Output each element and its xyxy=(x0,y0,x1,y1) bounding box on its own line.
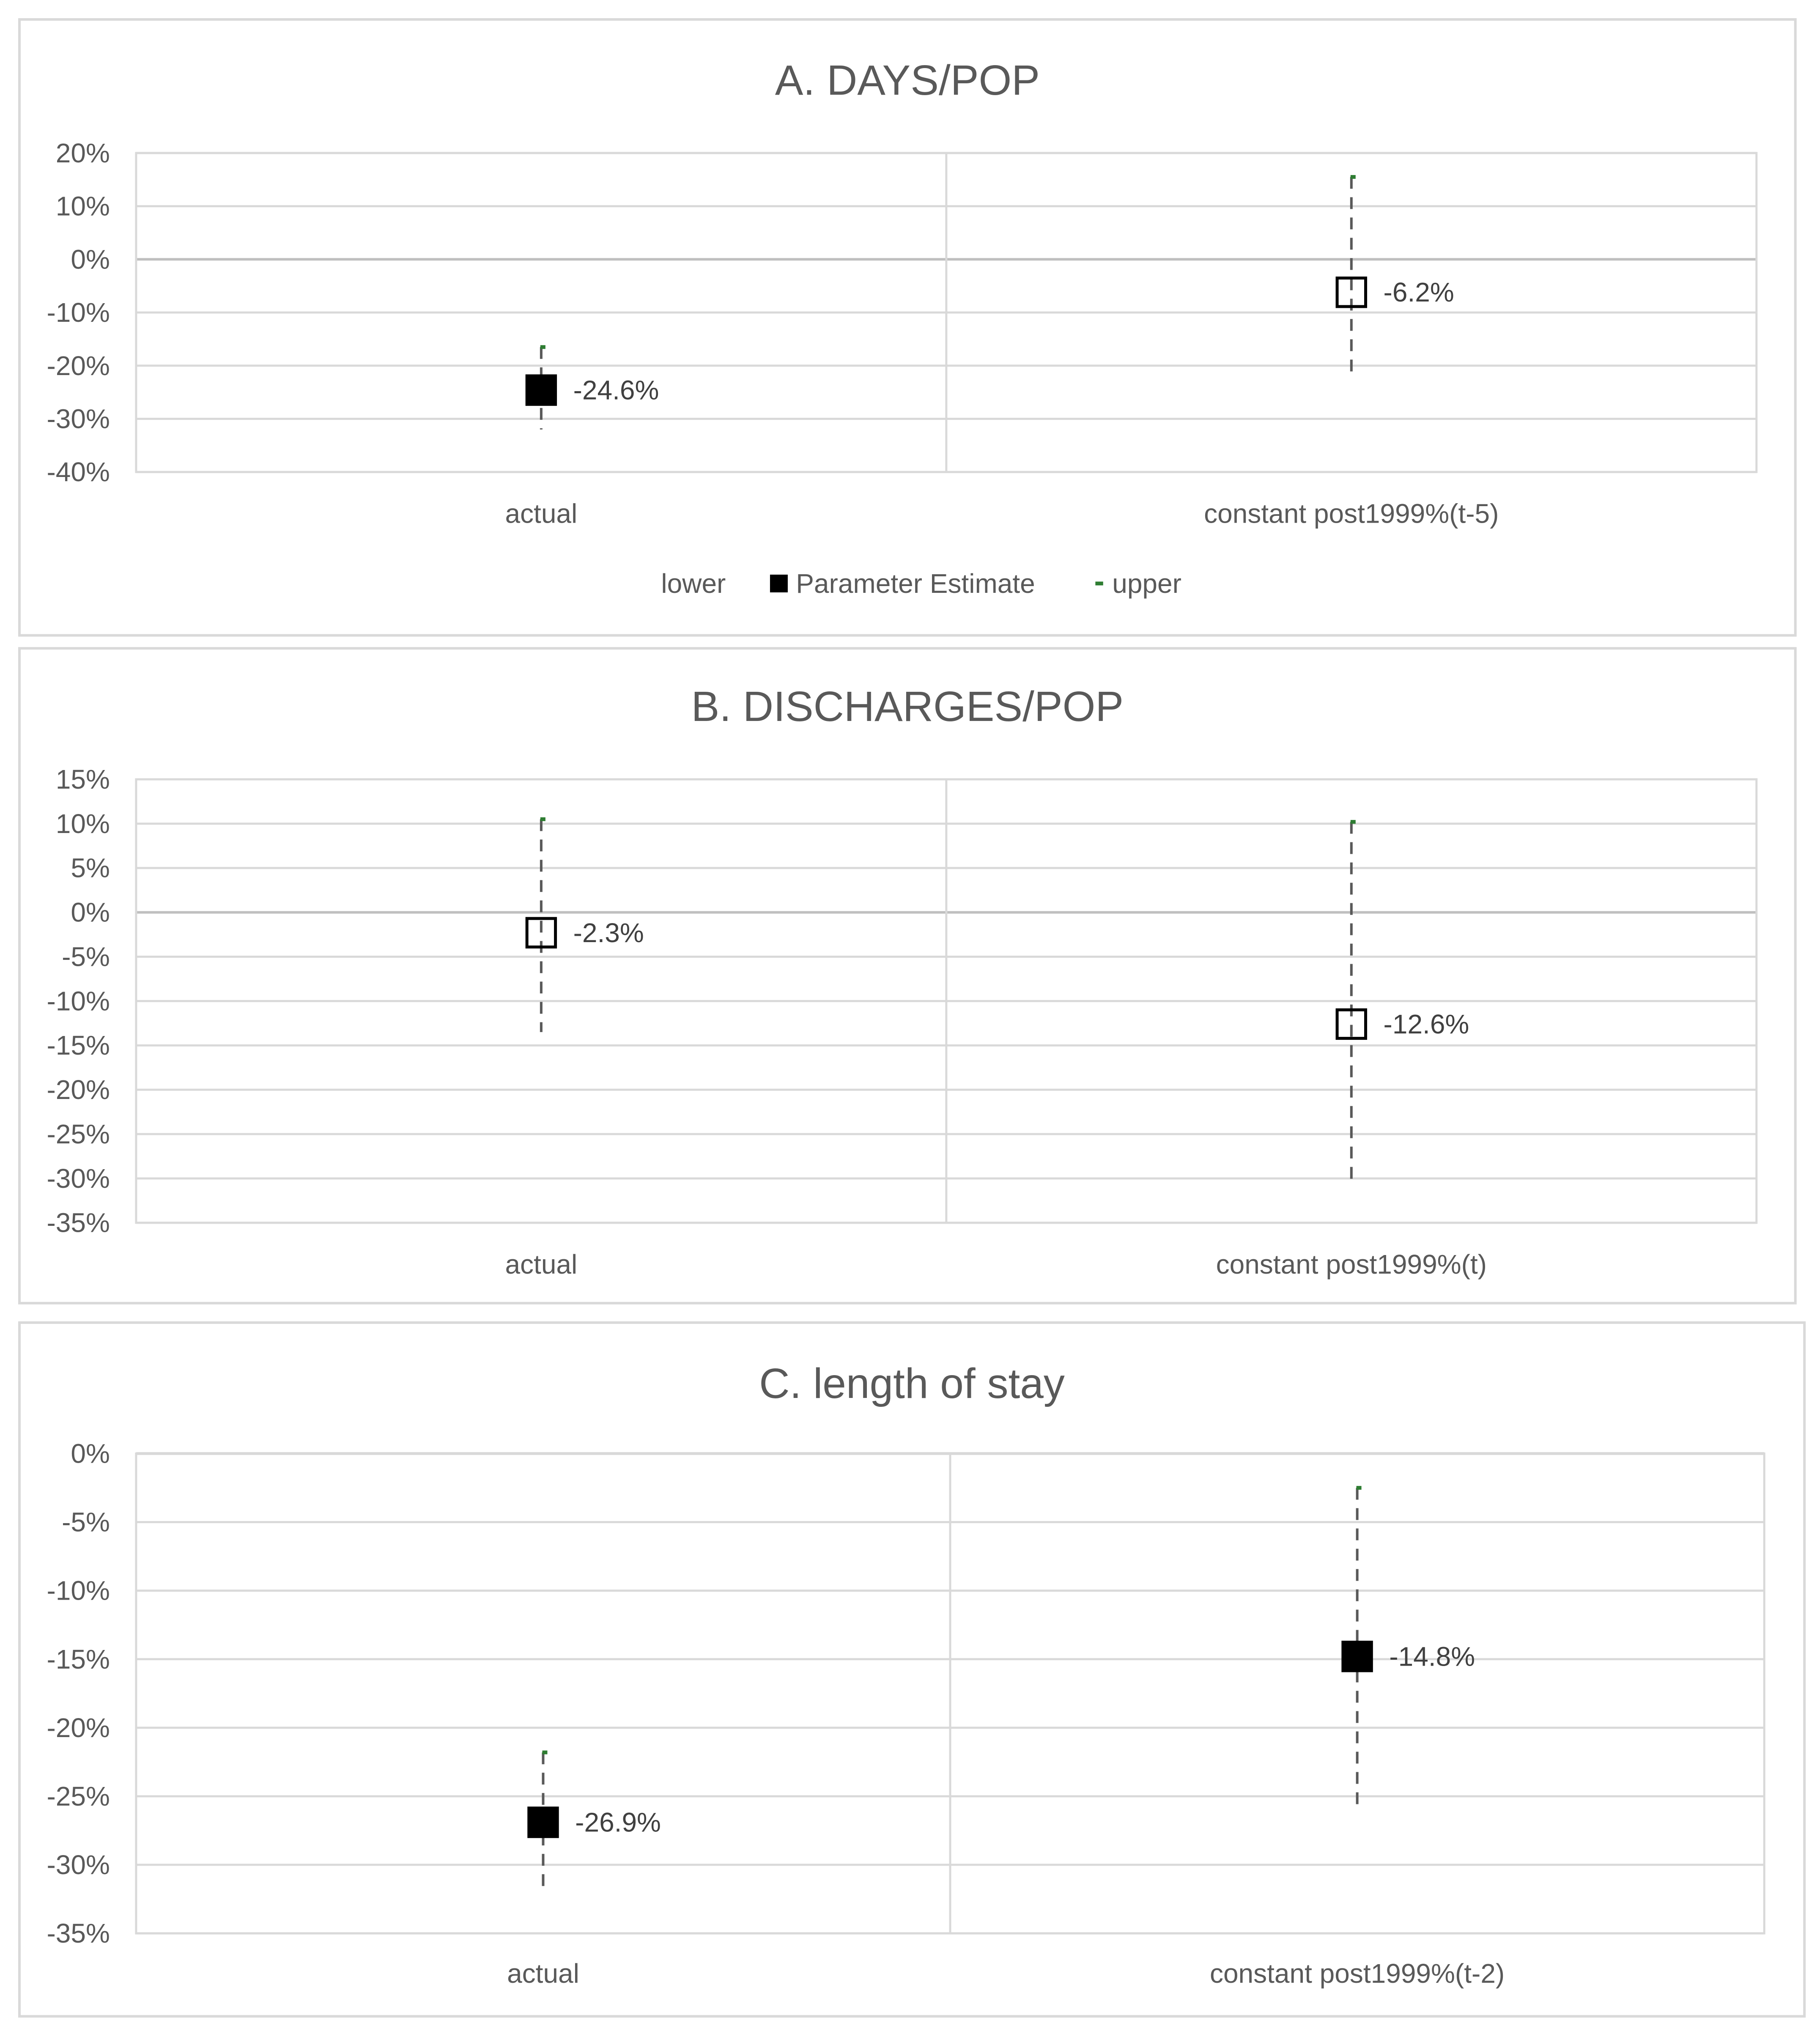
estimate-marker xyxy=(529,1808,557,1836)
panel-frame xyxy=(19,648,1795,1303)
y-tick-label: -15% xyxy=(47,1644,110,1674)
data-label: -2.3% xyxy=(573,917,644,948)
y-tick-label: -20% xyxy=(47,350,110,381)
legend-label-upper: upper xyxy=(1112,568,1181,599)
y-tick-label: -35% xyxy=(47,1207,110,1238)
y-tick-label: 10% xyxy=(55,808,110,839)
data-label: -24.6% xyxy=(573,375,659,406)
y-tick-label: 20% xyxy=(55,137,110,168)
chart-panel-1 xyxy=(19,648,1795,1303)
category-label: actual xyxy=(505,498,578,529)
y-tick-label: 15% xyxy=(55,764,110,795)
legend-marker-estimate xyxy=(770,575,788,592)
y-tick-label: -15% xyxy=(47,1030,110,1061)
estimate-marker xyxy=(1343,1642,1371,1671)
category-label: constant post1999%(t-2) xyxy=(1209,1958,1505,1989)
y-tick-label: 0% xyxy=(71,1438,110,1469)
chart-title: B. DISCHARGES/POP xyxy=(691,683,1124,731)
y-tick-label: -20% xyxy=(47,1074,110,1105)
chart-panel-2 xyxy=(19,1323,1804,2017)
y-tick-label: -30% xyxy=(47,403,110,434)
chart-panel-0 xyxy=(19,19,1795,636)
y-tick-label: -30% xyxy=(47,1850,110,1880)
category-label: actual xyxy=(507,1958,579,1989)
y-tick-label: -25% xyxy=(47,1781,110,1811)
category-label: constant post1999%(t-5) xyxy=(1204,498,1499,529)
y-tick-label: -35% xyxy=(47,1918,110,1949)
chart-title: C. length of stay xyxy=(759,1359,1065,1407)
legend-label-estimate: Parameter Estimate xyxy=(796,568,1035,599)
y-tick-label: -25% xyxy=(47,1118,110,1149)
y-tick-label: -5% xyxy=(62,941,110,972)
data-label: -12.6% xyxy=(1383,1009,1469,1039)
panel-frame xyxy=(19,1323,1804,2017)
y-tick-label: 10% xyxy=(55,191,110,222)
y-tick-label: -40% xyxy=(47,457,110,488)
y-tick-label: 5% xyxy=(71,852,110,883)
category-label: actual xyxy=(505,1249,578,1280)
panel-frame xyxy=(19,19,1795,636)
legend-label-lower: lower xyxy=(661,568,726,599)
y-tick-label: -30% xyxy=(47,1163,110,1194)
data-label: -26.9% xyxy=(575,1807,661,1838)
chart-title: A. DAYS/POP xyxy=(775,57,1040,104)
y-tick-label: -5% xyxy=(62,1507,110,1537)
category-label: constant post1999%(t) xyxy=(1216,1249,1487,1280)
y-tick-label: -10% xyxy=(47,986,110,1017)
data-label: -6.2% xyxy=(1383,277,1454,308)
y-tick-label: 0% xyxy=(71,244,110,275)
y-tick-label: -10% xyxy=(47,1575,110,1606)
y-tick-label: -20% xyxy=(47,1712,110,1743)
y-tick-label: -10% xyxy=(47,297,110,328)
data-label: -14.8% xyxy=(1389,1641,1475,1672)
estimate-marker xyxy=(527,376,555,404)
y-tick-label: 0% xyxy=(71,897,110,928)
